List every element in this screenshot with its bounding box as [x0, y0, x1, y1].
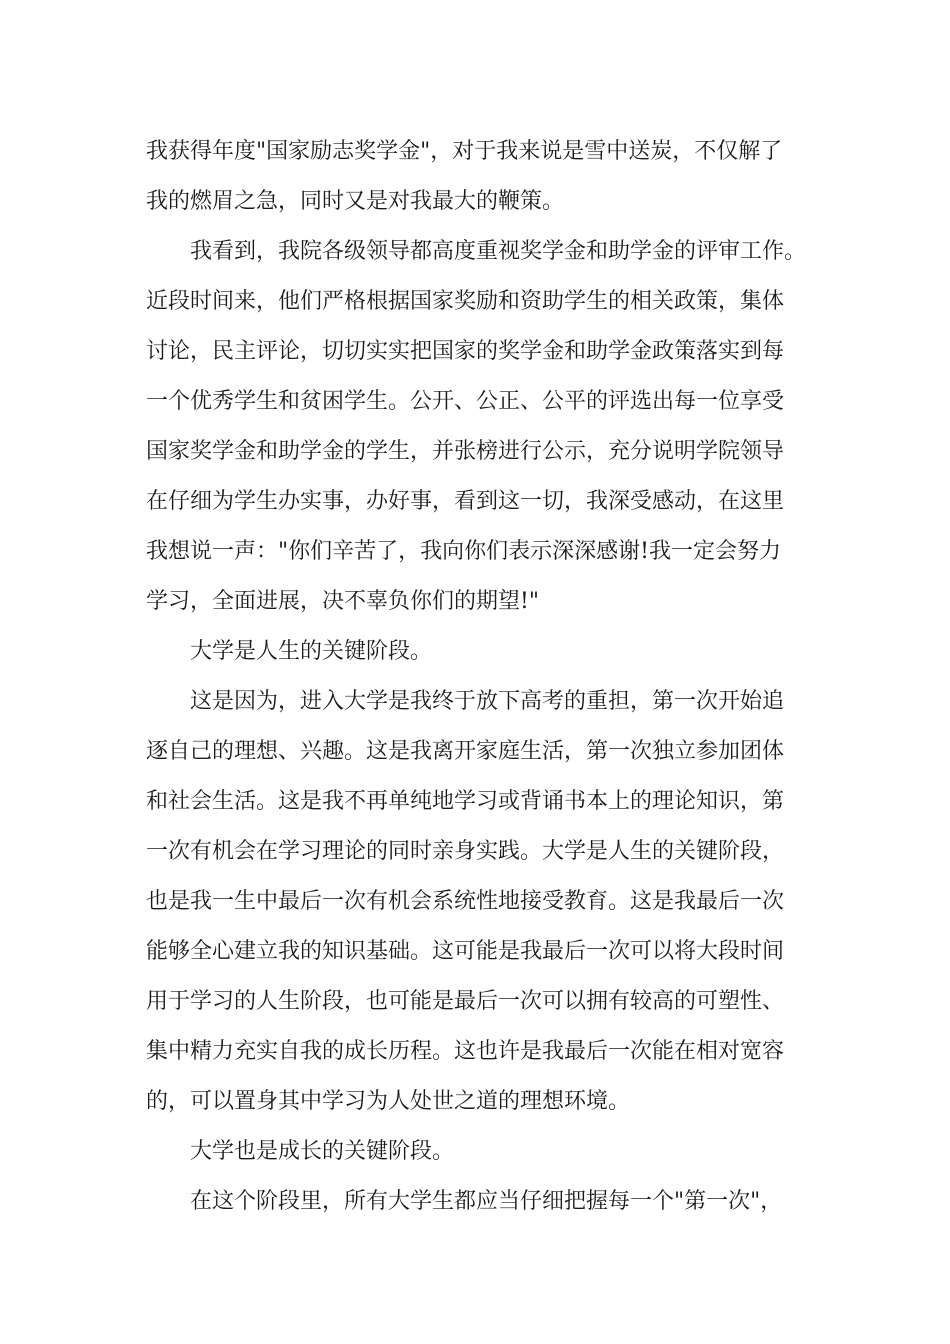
line-text: 讨论，民主评论，切切实实把国家的奖学金和助学金政策落实到每: [146, 339, 785, 364]
text-line: [0, 432, 950, 472]
line-text: 我想说一声："你们辛苦了，我向你们表示深深感谢!我一定会努力: [146, 539, 781, 564]
text-line: [0, 932, 950, 972]
line-text: 这是因为，进入大学是我终于放下高考的重担，第一次开始追: [190, 689, 785, 714]
line-text: 国家奖学金和助学金的学生，并张榜进行公示，充分说明学院领导: [146, 439, 785, 464]
line-text: 也是我一生中最后一次有机会系统性地接受教育。这是我最后一次: [146, 889, 785, 914]
line-text: 的，可以置身其中学习为人处世之道的理想环境。: [146, 1089, 631, 1114]
text-line: [0, 582, 950, 622]
line-text: 我看到，我院各级领导都高度重视奖学金和助学金的评审工作。: [190, 239, 807, 264]
text-line: [0, 1182, 950, 1222]
text-line: [0, 882, 950, 922]
text-line: [0, 482, 950, 522]
text-line: [0, 532, 950, 572]
text-line: [0, 332, 950, 372]
text-line: [0, 132, 950, 172]
text-line: [0, 682, 950, 722]
line-text: 学习，全面进展，决不辜负你们的期望!": [146, 589, 539, 614]
line-text: 集中精力充实自我的成长历程。这也许是我最后一次能在相对宽容: [146, 1039, 785, 1064]
text-line: [0, 832, 950, 872]
text-line: [0, 1082, 950, 1122]
text-line: [0, 732, 950, 772]
text-line: [0, 632, 950, 672]
text-line: [0, 1132, 950, 1172]
line-text: 用于学习的人生阶段，也可能是最后一次可以拥有较高的可塑性、: [146, 989, 785, 1014]
line-text: 能够全心建立我的知识基础。这可能是我最后一次可以将大段时间: [146, 939, 785, 964]
text-line: [0, 182, 950, 222]
text-line: [0, 1032, 950, 1072]
text-line: [0, 382, 950, 422]
text-line: [0, 282, 950, 322]
text-line: [0, 782, 950, 822]
line-text: 在这个阶段里，所有大学生都应当仔细把握每一个"第一次"，: [190, 1189, 783, 1214]
line-text: 和社会生活。这是我不再单纯地学习或背诵书本上的理论知识，第: [146, 789, 785, 814]
line-text: 近段时间来，他们严格根据国家奖励和资助学生的相关政策，集体: [146, 289, 785, 314]
text-line: [0, 982, 950, 1022]
line-text: 在仔细为学生办实事，办好事，看到这一切，我深受感动，在这里: [146, 489, 785, 514]
text-line: [0, 232, 950, 272]
line-text: 我的燃眉之急，同时又是对我最大的鞭策。: [146, 189, 565, 214]
line-text: 大学也是成长的关键阶段。: [190, 1139, 455, 1164]
line-text: 大学是人生的关键阶段。: [190, 639, 433, 664]
line-text: 一个优秀学生和贫困学生。公开、公正、公平的评选出每一位享受: [146, 389, 785, 414]
line-text: 逐自己的理想、兴趣。这是我离开家庭生活，第一次独立参加团体: [146, 739, 785, 764]
line-text: 一次有机会在学习理论的同时亲身实践。大学是人生的关键阶段，: [146, 839, 785, 864]
line-text: 我获得年度"国家励志奖学金"，对于我来说是雪中送炭，不仅解了: [146, 139, 783, 164]
